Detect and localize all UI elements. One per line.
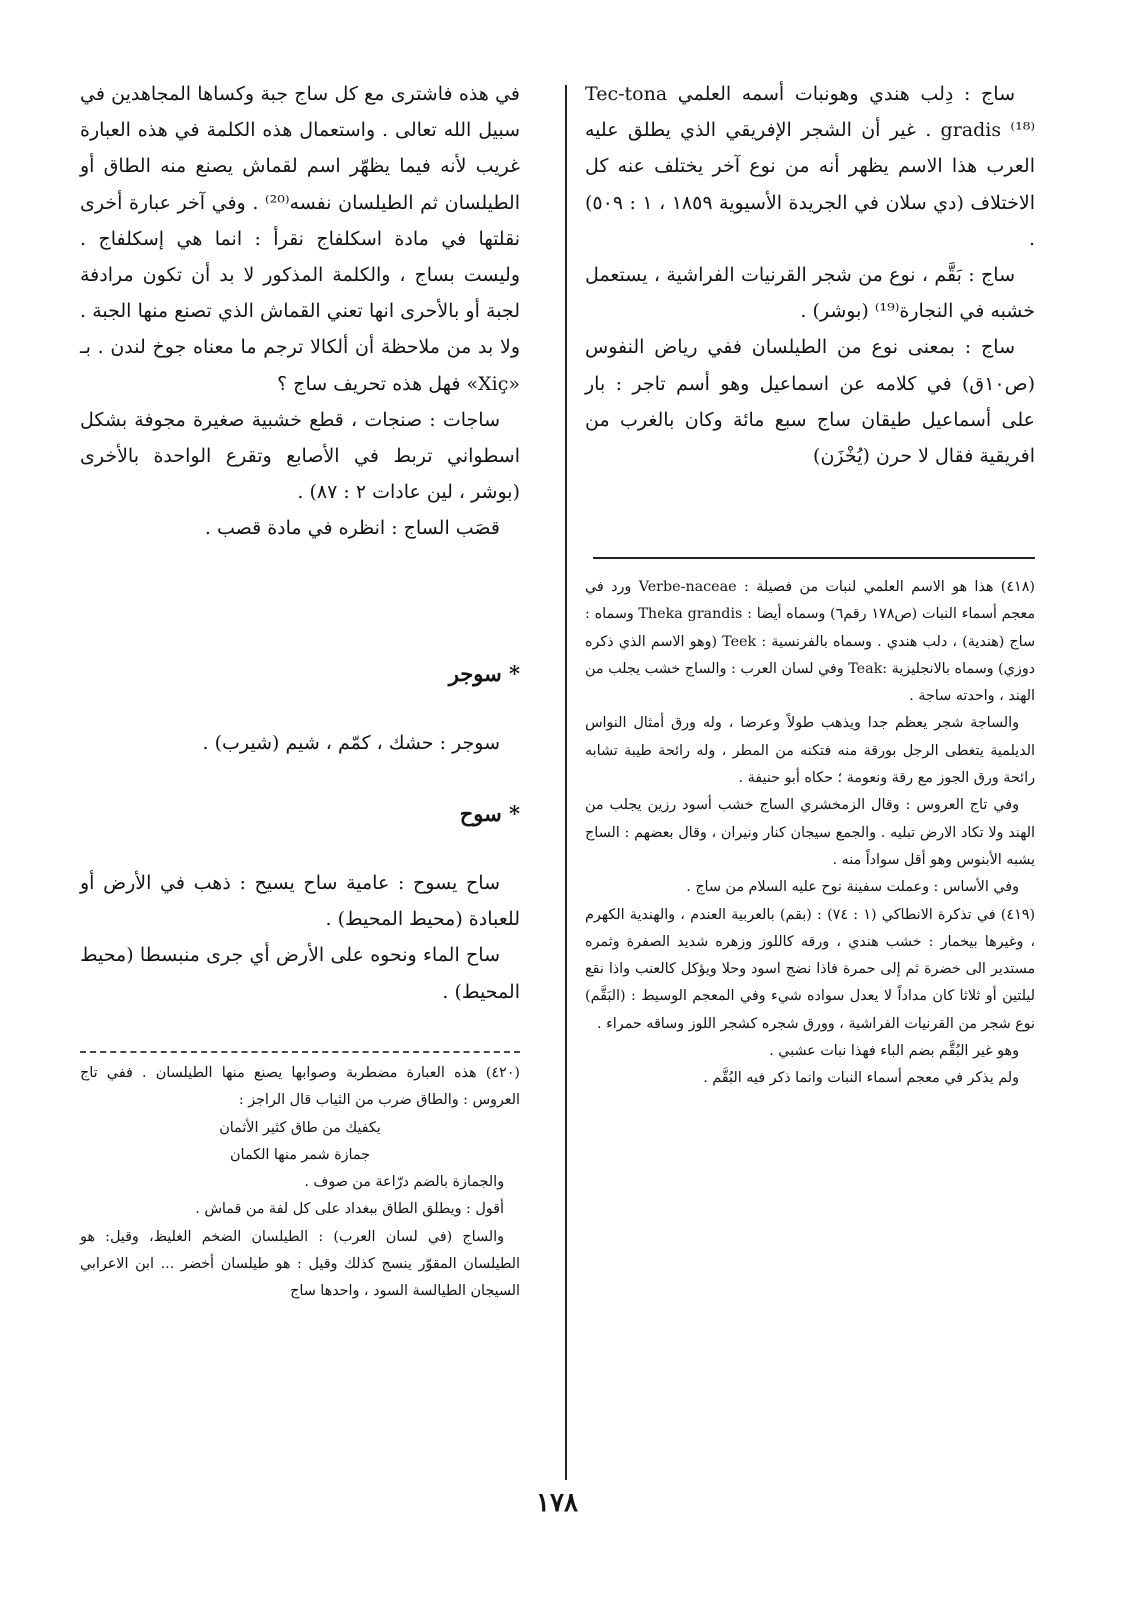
left-column-sojar	[80, 657, 520, 761]
footnote-419-note: ولم يذكر في معجم أسماء النبات وانما ذكر فيه البُقَّم .	[703, 1070, 1019, 1087]
entry-saj-continued: في هذه فاشترى مع كل ساج جبة وكساها المجاهدين في سبيل الله تعالى . واستعمال هذه الكلمة في هذه العبارة غريب لأنه فيما يظهّر اسم لقماش يصنع منه الطاق أو الطيلسان ثم الطيلسان نفسه⁽²⁰⁾ . وفي آخر عبارة أخرى نقلتها في مادة اسكلفاج نقرأ : انما هي إسكلفاج . وليست بساج ، والكلمة المذكور لا بد أن تكون مرادفة لجبة أو بالأحرى انها تعني القماش الذي تصنع منها الجبة . ولا بد من ملاحظة أن ألكالا ترجم ما معناه جوخ لندن . بـ «Xiç» فهل هذه تحريف ساج ؟	[80, 83, 520, 395]
footnote-418-saja: والساجة شجر يعظم جدا ويذهب طولاً وعرضا ، وله ورق أمثال النواس الديلمية يتغطى الرجل بورقة منه فتكنه من المطر ، وله رائحة طيبة تشابه رائحة ورق الجوز مع رقة ونعومة ؛ حكاه أبو حنيفة .	[585, 715, 1035, 787]
page-number: ١٧٨	[536, 1488, 578, 1518]
right-column-main	[585, 76, 1035, 474]
entry-saj-teak: ساج : دِلب هندي وهونبات أسمه العلمي Tec-tona gradis ⁽¹⁸⁾ . غير أن الشجر الإفريقي الذي يطلق عليه العرب هذا الاسم يظهر أنه من نوع آخر يختلف عنه كل الاختلاف (دي سلان في الجريدة الأسيوية ١٨٥٩ ، ١ : ٥٠٩) .	[585, 83, 1035, 250]
left-column-sawh	[80, 797, 520, 1010]
footnote-418: (٤١٨) هذا هو الاسم العلمي لنبات من فصيلة : Verbe-naceae ورد في معجم أسماء النبات (ص١٧٨ رقم٦) وسماه أيضا : Theka grandis وسماه : ساج (هندية) ، دلب هندي . وسماه بالفرنسية : Teek (وهو الاسم الذي ذكره دوزي) وسماه بالانجليزية :Teak وفي لسان العرب : والساج خشب يجلب من الهند ، واحدته ساجة .	[585, 579, 1035, 705]
entry-sojar: سوجر : حشك ، كمّم ، شيم (شيرب) .	[202, 732, 500, 754]
heading-sawh: * سوح	[459, 801, 520, 826]
entry-sajat: ساجات : صنجات ، قطع خشبية صغيرة مجوفة بشكل اسطواني تربط في الأصابع وتقرع الواحدة بالأخرى (بوشر ، لين عادات ٢ : ٨٧) .	[80, 408, 520, 504]
footnote-420-lisan: والساج (في لسان العرب) : الطيلسان الضخم الغليظ، وقيل: هو الطيلسان المقوّر ينسج كذلك وقيل : هو طيلسان أخضر ... ابن الاعرابي السيجان الطيالسة السود ، واحدها ساج	[80, 1228, 520, 1300]
entry-saj-taylasan: ساج : بمعنى نوع من الطيلسان ففي رياض النفوس (ص١٠ق) في كلامه عن اسماعيل وهو أسم تاجر : بار على أسماعيل طيقان ساج سبع مائة وكان بالغرب من افريقية فقال لا حرن (يُخْزَن)	[585, 336, 1035, 468]
footnote-419: (٤١٩) في تذكرة الانطاكي (١ : ٧٤) : (بقم) بالعربية العندم ، والهندية الكهرم ، وغيرها بيخمار : خشب هندي ، ورقه كاللوز وزهره شديد الصفرة وثمره مستدير الى خضرة ثم إلى حمرة فاذا نضج اسود وحلا ويؤكل كالعنب واذا نقع ليلتين أو ثلاثا كان مداداً لا يعدل سواده شيء وفي المعجم الوسيط : (البَقَّم) نوع شجر من القرنيات الفراشية ، وورق شجره كشجر اللوز وساقه حمراء .	[585, 906, 1036, 1032]
column-divider	[565, 85, 567, 1480]
footnote-420-verse-1: يكفيك من طاق كثير الأثمان	[219, 1119, 381, 1136]
footnote-418-asas: وفي الأساس : وعملت سفينة نوح عليه السلام من ساج .	[686, 879, 1019, 896]
footnote-separator-right	[593, 557, 1035, 559]
footnote-418-taj: وفي تاج العروس : وقال الزمخشري الساج خشب أسود رزين يجلب من الهند ولا تكاد الارض تبليه . والجمع سيجان كنار ونيران ، وقال بعضهم : الساج يشبه الأبنوس وهو أقل سواداً منه .	[585, 797, 1035, 868]
heading-sojar: * سوجر	[448, 661, 520, 686]
footnote-420: (٤٢٠) هذه العبارة مضطربة وصوابها يصنع منها الطيلسان . ففي تاج العروس : والطاق ضرب من الثياب قال الراجز :	[80, 1065, 520, 1109]
entry-sah-yasuh: ساح يسوح : عامية ساح يسيح : ذهب في الأرض أو للعبادة (محيط المحيط) .	[80, 872, 520, 931]
footnote-420-verse-2: جمازة شمر منها الكمان	[230, 1146, 370, 1163]
footnote-419-buqqam: وهو غير البُقَّم بضم الباء فهذا نبات عشبي .	[769, 1043, 1019, 1060]
footnote-separator-left	[80, 1051, 520, 1053]
entry-qasab-saj: قصَب الساج : انظره في مادة قصب .	[204, 517, 500, 540]
left-column-footnotes	[80, 1060, 520, 1306]
footnote-420-jammaza: والجمازة بالضم درّاعة من صوف .	[304, 1174, 504, 1191]
right-column-footnotes	[585, 574, 1035, 1093]
entry-sah-alma: ساح الماء ونحوه على الأرض أي جرى منبسطا (محيط المحيط) .	[80, 944, 520, 1003]
left-column-main	[80, 76, 520, 547]
footnote-420-aqulu: أقول : ويطلق الطاق ببغداد على كل لفة من قماش .	[195, 1201, 504, 1218]
entry-saj-baqqam: ساج : بَقَّم ، نوع من شجر القرنيات الفراشية ، يستعمل خشبه في النجارة⁽¹⁹⁾ (بوشر) .	[585, 264, 1035, 323]
